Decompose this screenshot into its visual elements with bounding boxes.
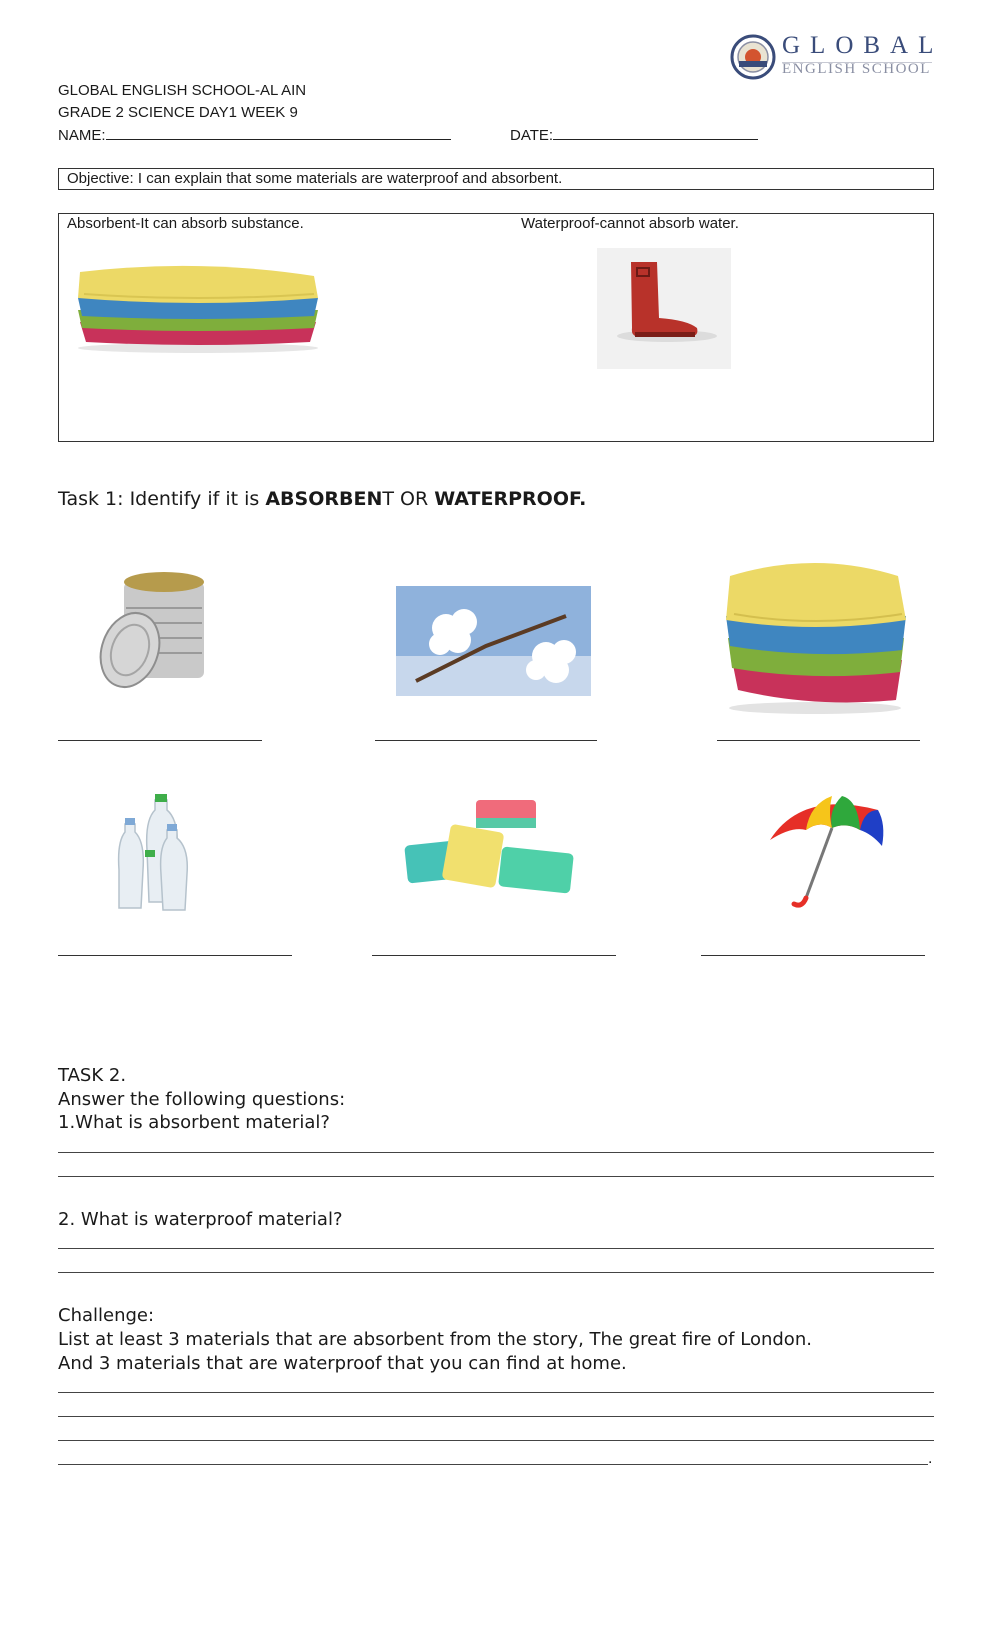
sponges-image — [404, 798, 576, 898]
tin-can-image — [92, 568, 212, 694]
rain-boot-image — [597, 248, 731, 369]
question-2: 2. What is waterproof material? — [58, 1209, 343, 1230]
name-blank[interactable] — [106, 125, 451, 140]
umbrella-image — [762, 790, 886, 912]
task1-instruction — [58, 488, 586, 510]
challenge-line-2: And 3 materials that are waterproof that you can find at home. — [58, 1353, 627, 1374]
waterproof-definition: Waterproof-cannot absorb water. — [521, 215, 739, 232]
logo-subtitle: ENGLISH SCHOOL — [782, 61, 931, 77]
challenge-answer-line-3[interactable] — [58, 1440, 934, 1441]
date-label: DATE: — [510, 127, 554, 144]
q1-answer-line-2[interactable] — [58, 1176, 934, 1177]
logo-word: GLOBAL — [782, 32, 944, 59]
answer-line-towels[interactable] — [717, 740, 920, 741]
challenge-answer-line-2[interactable] — [58, 1416, 934, 1417]
name-field[interactable] — [58, 125, 451, 144]
towels-image — [74, 258, 322, 354]
q2-answer-line-1[interactable] — [58, 1248, 934, 1249]
task2-title: TASK 2. — [58, 1065, 127, 1086]
answer-line-tin-can[interactable] — [58, 740, 262, 741]
end-mark: . — [928, 1450, 933, 1467]
challenge-answer-line-4[interactable] — [58, 1464, 928, 1465]
task1-waterproof: WATERPROOF. — [434, 488, 587, 510]
q1-answer-line-1[interactable] — [58, 1152, 934, 1153]
grade-line: GRADE 2 SCIENCE DAY1 WEEK 9 — [58, 104, 298, 121]
q2-answer-line-2[interactable] — [58, 1272, 934, 1273]
question-1: 1.What is absorbent material? — [58, 1112, 330, 1133]
towels-stack-image — [720, 550, 910, 716]
school-logo — [730, 32, 944, 82]
answer-line-bottles[interactable] — [58, 955, 292, 956]
absorbent-definition: Absorbent-It can absorb substance. — [67, 215, 304, 232]
task1-prefix: Task 1: Identify if it is — [58, 488, 266, 510]
task1-absorben: ABSORBEN — [265, 488, 383, 510]
objective-box: Objective: I can explain that some materials are waterproof and absorbent. — [58, 168, 934, 190]
date-blank[interactable] — [553, 125, 758, 140]
task1-t-or: T OR — [382, 488, 435, 510]
task2-instruction: Answer the following questions: — [58, 1089, 346, 1110]
school-name: GLOBAL ENGLISH SCHOOL-AL AIN — [58, 82, 307, 99]
plastic-bottles-image — [115, 790, 195, 916]
name-label: NAME: — [58, 127, 106, 144]
answer-line-umbrella[interactable] — [701, 955, 925, 956]
challenge-title: Challenge: — [58, 1305, 155, 1326]
school-seal-icon — [730, 34, 776, 80]
answer-line-sponges[interactable] — [372, 955, 616, 956]
challenge-answer-line-1[interactable] — [58, 1392, 934, 1393]
date-field[interactable] — [510, 125, 758, 144]
cotton-image — [396, 586, 591, 696]
challenge-line-1: List at least 3 materials that are absorbent from the story, The great fire of London. — [58, 1329, 812, 1350]
answer-line-cotton[interactable] — [375, 740, 597, 741]
